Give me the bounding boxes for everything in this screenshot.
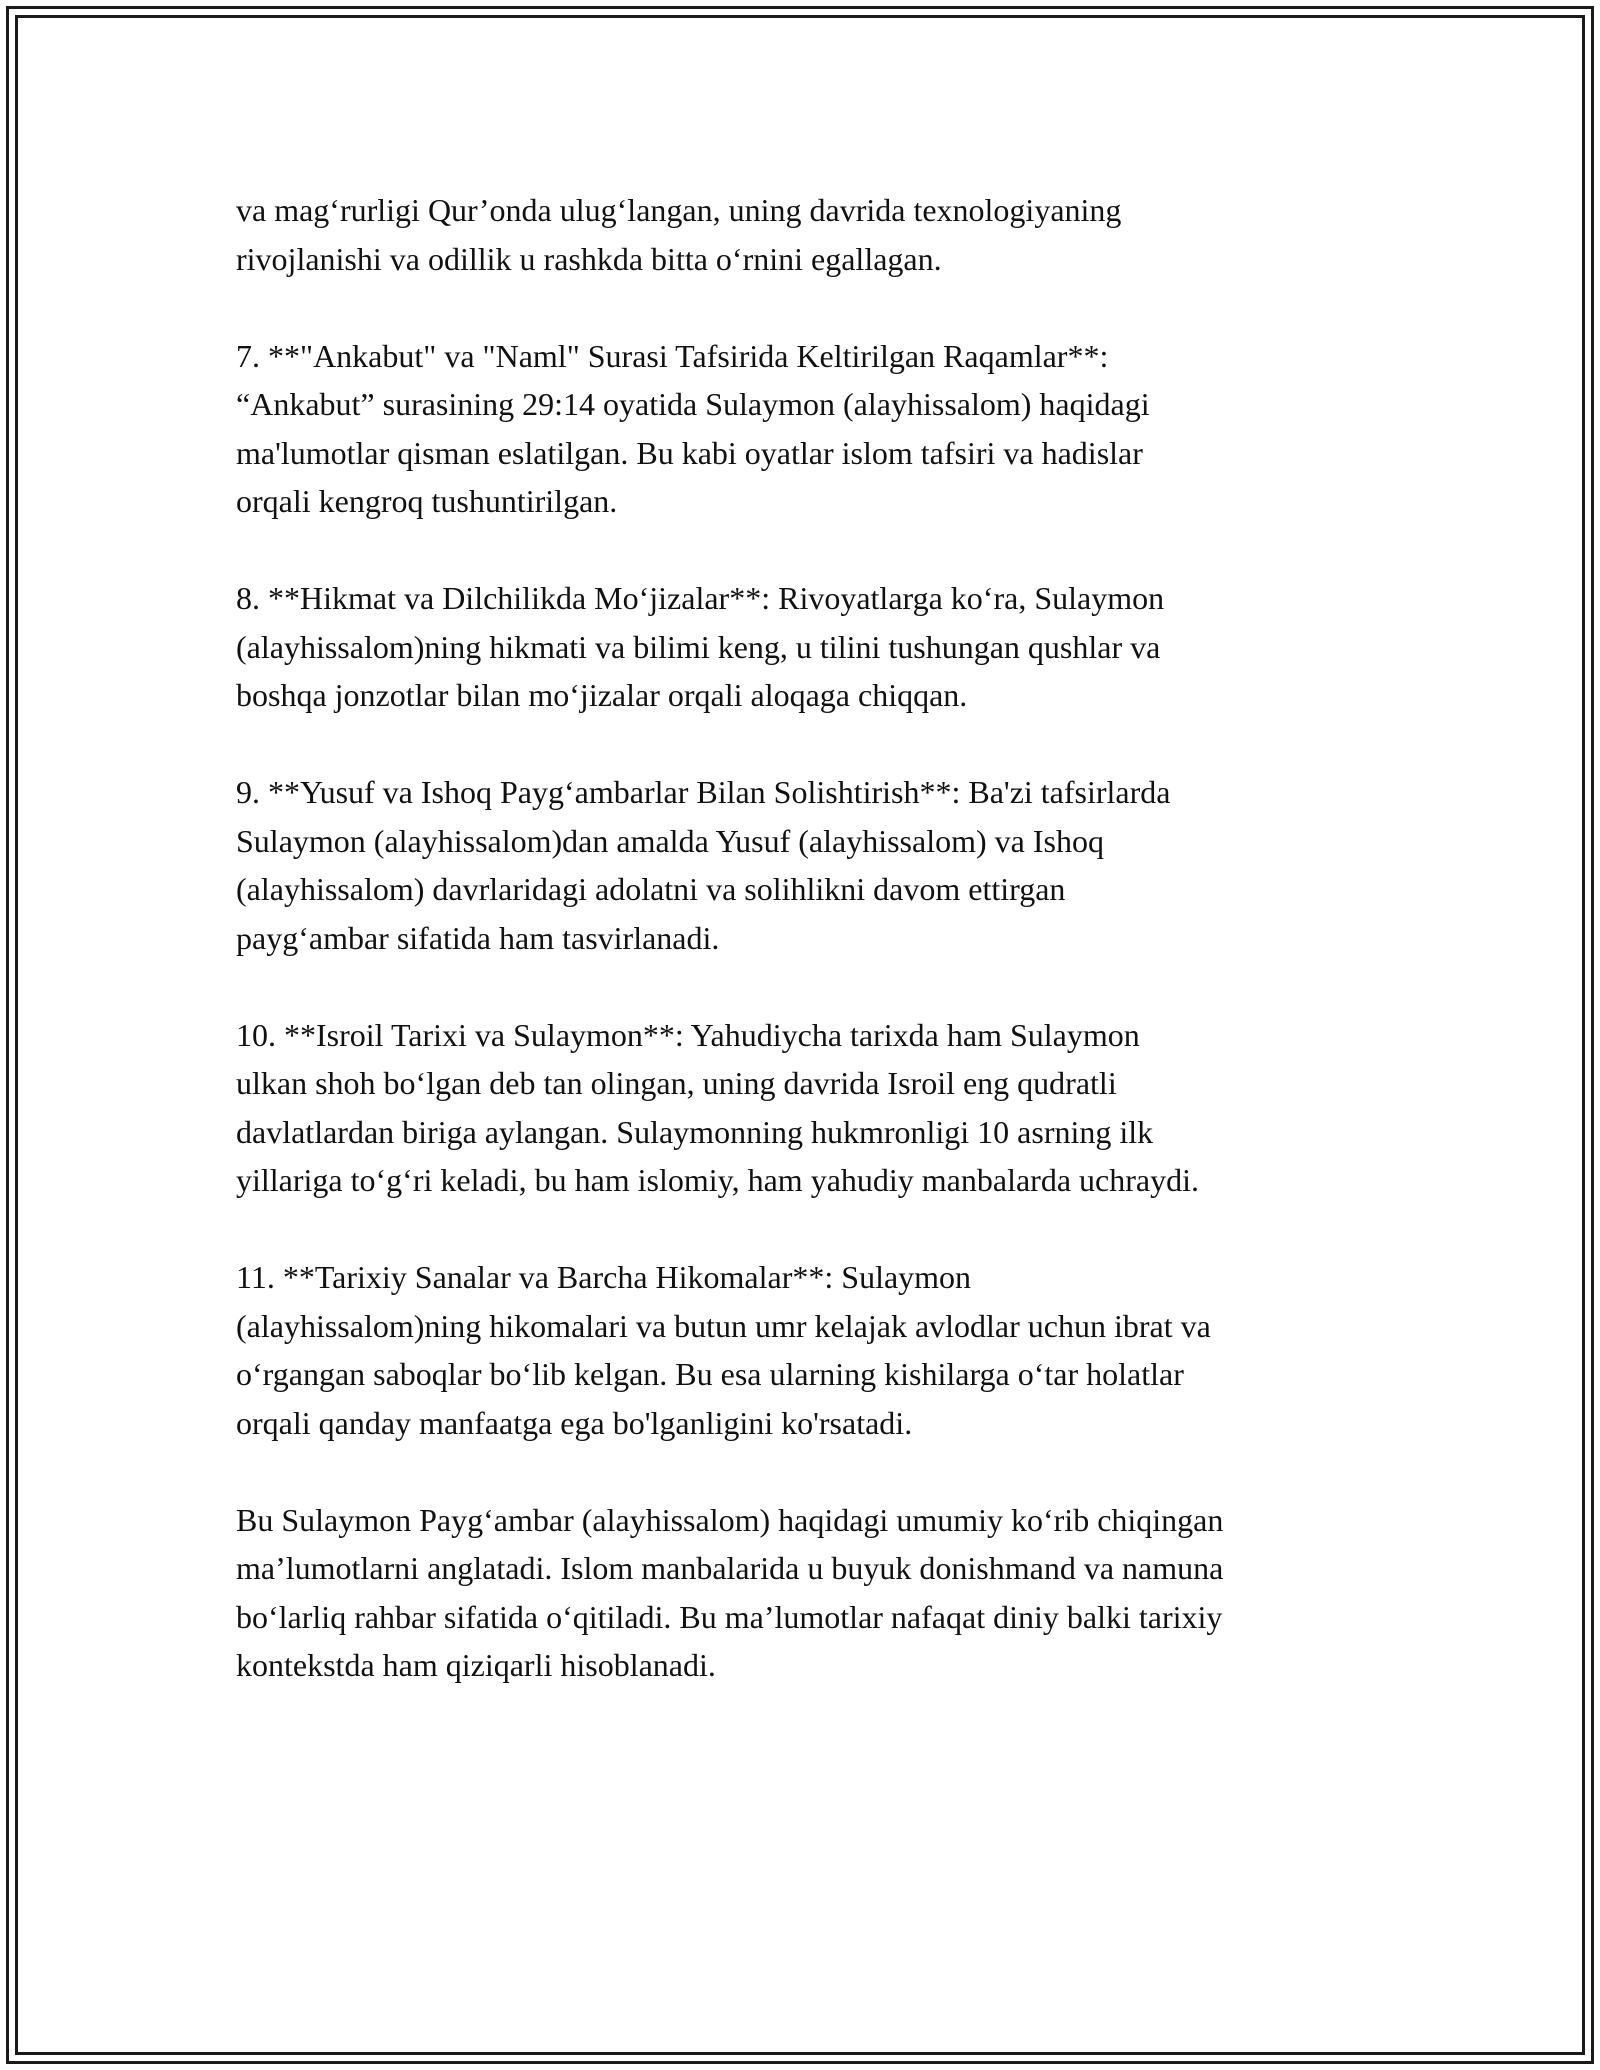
text-line: o‘rgangan saboqlar bo‘lib kelgan. Bu esa ularning kishilarga o‘tar holatlar (236, 1356, 1184, 1392)
paragraph-item-9 (236, 768, 1376, 962)
text-line: (alayhissalom) davrlaridagi adolatni va solihlikni davom ettirgan (236, 871, 1066, 907)
text-line: rivojlanishi va odillik u rashkda bitta o‘rnini egallagan. (236, 240, 942, 277)
text-line: boshqa jonzotlar bilan mo‘jizalar orqali aloqaga chiqqan. (236, 677, 968, 713)
text-line: 8. **Hikmat va Dilchilikda Mo‘jizalar**: Rivoyatlarga ko‘ra, Sulaymon (236, 580, 1165, 616)
text-line: orqali qanday manfaatga ega bo'lganligini ko'rsatadi. (236, 1404, 913, 1441)
paragraph-item-11 (236, 1253, 1376, 1447)
text-line: 7. **"Ankabut" va "Naml" Surasi Tafsirida Keltirilgan Raqamlar**: (236, 337, 1109, 374)
document-body (236, 186, 1376, 1738)
text-line: 9. **Yusuf va Ishoq Payg‘ambarlar Bilan Solishtirish**: Ba'zi tafsirlarda (236, 774, 1171, 810)
text-line: davlatlardan biriga aylangan. Sulaymonning hukmronligi 10 asrning ilk (236, 1113, 1154, 1150)
paragraph-intro-continuation (236, 186, 1376, 283)
text-line: Sulaymon (alayhissalom)dan amalda Yusuf (alayhissalom) va Ishoq (236, 822, 1104, 859)
text-line: kontekstda ham qiziqarli hisoblanadi. (236, 1647, 716, 1683)
text-line: ma’lumotlarni anglatadi. Islom manbalarida u buyuk donishmand va namuna (236, 1550, 1224, 1586)
text-line: payg‘ambar sifatida ham tasvirlanadi. (236, 919, 720, 956)
text-line: (alayhissalom)ning hikmati va bilimi keng, u tilini tushungan qushlar va (236, 628, 1161, 665)
paragraph-item-10 (236, 1011, 1376, 1205)
text-line: orqali kengroq tushuntirilgan. (236, 483, 618, 519)
text-line: va mag‘rurligi Qur’onda ulug‘langan, uning davrida texnologiyaning (236, 192, 1122, 228)
text-line: ma'lumotlar qisman eslatilgan. Bu kabi oyatlar islom tafsiri va hadislar (236, 434, 1143, 471)
text-line: 10. **Isroil Tarixi va Sulaymon**: Yahudiycha tarixda ham Sulaymon (236, 1016, 1140, 1053)
paragraph-item-7 (236, 332, 1376, 526)
text-line: yillariga to‘g‘ri keladi, bu ham islomiy, ham yahudiy manbalarda uchraydi. (236, 1162, 1199, 1198)
paragraph-conclusion (236, 1496, 1376, 1690)
text-line: ulkan shoh bo‘lgan deb tan olingan, uning davrida Isroil eng qudratli (236, 1065, 1117, 1101)
text-line: “Ankabut” surasining 29:14 oyatida Sulaymon (alayhissalom) haqidagi (236, 386, 1150, 422)
text-line: Bu Sulaymon Payg‘ambar (alayhissalom) haqidagi umumiy ko‘rib chiqingan (236, 1501, 1224, 1538)
paragraph-item-8 (236, 574, 1376, 720)
text-line: (alayhissalom)ning hikomalari va butun umr kelajak avlodlar uchun ibrat va (236, 1307, 1211, 1344)
text-line: 11. **Tarixiy Sanalar va Barcha Hikomalar**: Sulaymon (236, 1259, 972, 1295)
text-line: bo‘larliq rahbar sifatida o‘qitiladi. Bu ma’lumotlar nafaqat diniy balki tarixiy (236, 1598, 1223, 1635)
